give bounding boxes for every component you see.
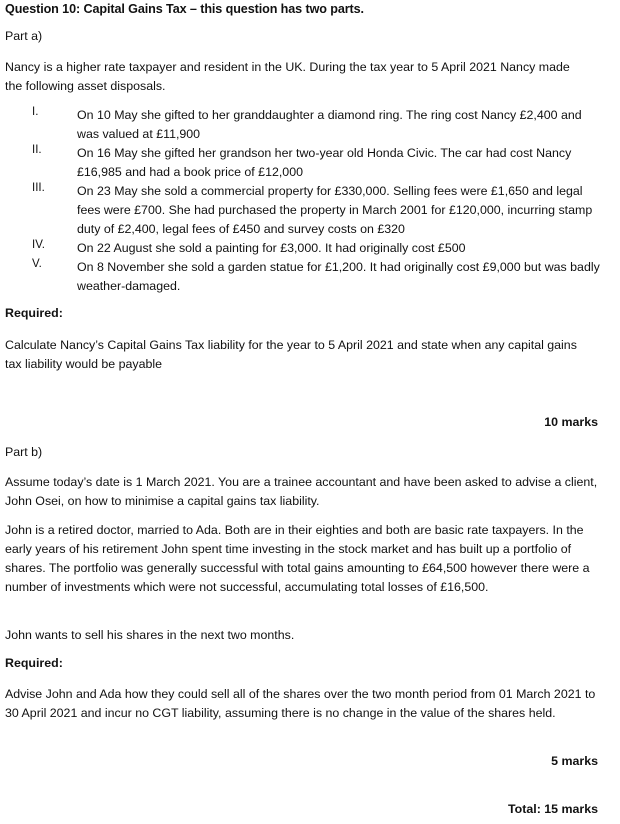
- part-a-marks: 10 marks: [544, 415, 598, 429]
- part-a-required-label: Required:: [5, 306, 63, 320]
- list-item-text: On 22 August she sold a painting for £3,000. It had originally cost £500: [77, 241, 466, 255]
- part-a-required-text: Calculate Nancy’s Capital Gains Tax liability for the year to 5 April 2021 and state when any capital gains tax liability would be payable: [5, 338, 577, 371]
- part-b-paragraph-1: Assume today’s date is 1 March 2021. You are a trainee accountant and have been asked to advise a client, John Osei, on how to minimise a capital gains tax liability.: [5, 475, 598, 508]
- list-item-text: On 8 November she sold a garden statue for £1,200. It had originally cost £9,000 but was badly weather-damaged.: [77, 260, 600, 293]
- question-heading: Question 10: Capital Gains Tax – this question has two parts.: [5, 2, 364, 16]
- part-b-required-text: Advise John and Ada how they could sell all of the shares over the two month period from 01 March 2021 to 30 April 2021 and incur no CGT liability, assuming there is no change in the value of the shares held.: [5, 687, 596, 720]
- part-a-label: Part a): [5, 29, 43, 43]
- list-item-number: IV.: [32, 239, 46, 251]
- part-b-label: Part b): [5, 445, 43, 459]
- part-b-required-label: Required:: [5, 656, 63, 670]
- list-item-number: V.: [32, 258, 42, 270]
- list-item-number: III.: [32, 182, 45, 194]
- list-item-number: I.: [32, 106, 39, 118]
- list-item-number: II.: [32, 144, 42, 156]
- list-item-text: On 10 May she gifted to her granddaughter a diamond ring. The ring cost Nancy £2,400 and was valued at £11,900: [77, 108, 582, 141]
- part-a-intro: Nancy is a higher rate taxpayer and resident in the UK. During the tax year to 5 April 2021 Nancy made the following asset disposals.: [5, 60, 570, 93]
- total-marks: Total: 15 marks: [508, 802, 598, 816]
- part-b-paragraph-3: John wants to sell his shares in the next two months.: [5, 628, 295, 642]
- part-b-paragraph-2: John is a retired doctor, married to Ada. Both are in their eighties and both are basic rate taxpayers. In the early years of his retirement John spent time investing in the stock market and has built up a portfolio of shares. The portfolio was generally successful with total gains amounting to £64,500 however there were a number of investments which were not successful, accumulating total losses of £16,500.: [5, 523, 590, 594]
- list-item-text: On 16 May she gifted her grandson her two-year old Honda Civic. The car had cost Nancy £16,985 and had a book price of £12,000: [77, 146, 572, 179]
- list-item-text: On 23 May she sold a commercial property for £330,000. Selling fees were £1,650 and legal fees were £700. She had purchased the property in March 2001 for £120,000, incurring stamp duty of £2,400, legal fees of £450 and survey costs on £320: [77, 184, 593, 236]
- part-b-marks: 5 marks: [551, 754, 598, 768]
